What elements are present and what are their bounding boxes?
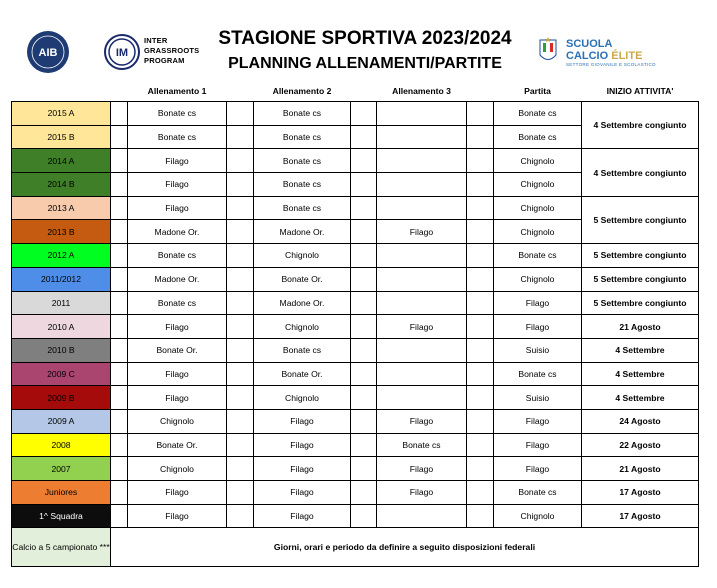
allenamento-3-cell: Filago (377, 457, 467, 481)
spacer-cell (351, 149, 377, 173)
spacer-cell (351, 409, 377, 433)
partita-cell: Chignolo (494, 220, 582, 244)
spacer-cell (111, 173, 128, 197)
table-row (12, 433, 699, 457)
spacer-cell (351, 291, 377, 315)
partita-cell: Suisio (494, 338, 582, 362)
allenamento-1-cell: Filago (128, 315, 227, 339)
partita-cell: Filago (494, 409, 582, 433)
inter-program-label (144, 36, 199, 66)
partita-cell: Bonate cs (494, 481, 582, 505)
allenamento-2-cell: Filago (254, 457, 351, 481)
spacer-cell (351, 173, 377, 197)
schedule-table (11, 80, 699, 567)
spacer-cell (467, 457, 494, 481)
team-cell: 2009 C (12, 362, 111, 386)
spacer-cell (111, 504, 128, 528)
allenamento-2-cell: Bonate cs (254, 149, 351, 173)
allenamento-2-cell: Bonate Or. (254, 362, 351, 386)
header-team (12, 80, 111, 102)
spacer-cell (467, 220, 494, 244)
spacer-cell (467, 315, 494, 339)
header-allenamento-3: Allenamento 3 (392, 85, 451, 96)
spacer-cell (227, 220, 254, 244)
spacer-cell (467, 291, 494, 315)
team-cell: 2007 (12, 457, 111, 481)
spacer-cell (227, 481, 254, 505)
allenamento-2-cell: Bonate cs (254, 196, 351, 220)
partita-cell: Chignolo (494, 149, 582, 173)
spacer-cell (351, 457, 377, 481)
team-cell: 2015 B (12, 125, 111, 149)
allenamento-1-cell: Filago (128, 386, 227, 410)
inizio-attivita-cell: 4 Settembre (582, 338, 699, 362)
spacer-cell (111, 457, 128, 481)
spacer-cell (111, 102, 128, 126)
inizio-attivita-cell: 5 Settembre congiunto (582, 291, 699, 315)
allenamento-2-cell: Filago (254, 409, 351, 433)
spacer-cell (351, 102, 377, 126)
table-row (12, 196, 699, 220)
spacer-cell (111, 125, 128, 149)
allenamento-2-cell: Bonate cs (254, 338, 351, 362)
spacer-cell (351, 338, 377, 362)
team-cell: Juniores (12, 481, 111, 505)
inizio-attivita-cell: 4 Settembre congiunto (582, 102, 699, 149)
allenamento-3-cell (377, 125, 467, 149)
spacer-cell (351, 244, 377, 268)
allenamento-3-cell (377, 291, 467, 315)
spacer-cell (351, 504, 377, 528)
allenamento-2-cell: Bonate cs (254, 102, 351, 126)
partita-cell: Chignolo (494, 196, 582, 220)
inter-logo-icon (104, 34, 140, 70)
inizio-attivita-cell: 5 Settembre congiunto (582, 244, 699, 268)
table-row (12, 409, 699, 433)
allenamento-2-cell: Bonate cs (254, 173, 351, 197)
allenamento-2-cell: Madone Or. (254, 220, 351, 244)
header-row (12, 80, 699, 102)
spacer-cell (467, 196, 494, 220)
inizio-attivita-cell: 24 Agosto (582, 409, 699, 433)
spacer-cell (351, 386, 377, 410)
spacer-cell (111, 433, 128, 457)
allenamento-2-cell: Filago (254, 504, 351, 528)
figc-shield-icon (539, 37, 557, 65)
table-row (12, 504, 699, 528)
allenamento-1-cell: Filago (128, 149, 227, 173)
table-row (12, 338, 699, 362)
allenamento-3-cell: Filago (377, 315, 467, 339)
team-cell: 1^ Squadra (12, 504, 111, 528)
table-row (12, 481, 699, 505)
spacer-cell (227, 267, 254, 291)
allenamento-2-cell: Bonate cs (254, 125, 351, 149)
scuola-line-2: CALCIO (566, 50, 609, 62)
inter-line-2: GRASSROOTS (144, 46, 200, 55)
allenamento-1-cell: Chignolo (128, 409, 227, 433)
allenamento-1-cell: Bonate Or. (128, 338, 227, 362)
table-row (12, 291, 699, 315)
spacer-cell (227, 291, 254, 315)
inizio-attivita-cell: 5 Settembre congiunto (582, 267, 699, 291)
inizio-attivita-cell: 4 Settembre (582, 386, 699, 410)
academy-logo-icon (26, 30, 70, 74)
spacer-cell (227, 244, 254, 268)
inizio-attivita-cell: 17 Agosto (582, 481, 699, 505)
spacer-cell (227, 149, 254, 173)
team-cell: 2008 (12, 433, 111, 457)
allenamento-2-cell: Filago (254, 481, 351, 505)
spacer-cell (227, 173, 254, 197)
page-title: STAGIONE SPORTIVA 2023/2024 (218, 28, 512, 49)
scuola-small-text: SETTORE GIOVANILE E SCOLASTICO (566, 62, 656, 67)
team-cell: 2010 B (12, 338, 111, 362)
allenamento-1-cell: Filago (128, 196, 227, 220)
allenamento-2-cell: Filago (254, 433, 351, 457)
calcio-a-5-cell: Calcio a 5 campionato *** (12, 528, 111, 567)
allenamento-1-cell: Bonate Or. (128, 433, 227, 457)
spacer-cell (351, 220, 377, 244)
allenamento-3-cell (377, 102, 467, 126)
page-subtitle: PLANNING ALLENAMENTI/PARTITE (228, 55, 502, 72)
header-partita: Partita (524, 85, 551, 96)
spacer-cell (227, 125, 254, 149)
spacer-cell (111, 338, 128, 362)
svg-text:IM: IM (115, 47, 129, 59)
team-cell: 2014 B (12, 173, 111, 197)
inter-line-3: PROGRAM (144, 56, 185, 65)
team-cell: 2009 B (12, 386, 111, 410)
allenamento-1-cell: Filago (128, 173, 227, 197)
svg-text:AIB: AIB (38, 47, 58, 59)
allenamento-3-cell (377, 244, 467, 268)
spacer-cell (111, 196, 128, 220)
spacer-cell (351, 362, 377, 386)
spacer-cell (111, 362, 128, 386)
team-cell: 2014 A (12, 149, 111, 173)
spacer-cell (227, 338, 254, 362)
allenamento-2-cell: Madone Or. (254, 291, 351, 315)
spacer-cell (227, 409, 254, 433)
allenamento-3-cell: Filago (377, 220, 467, 244)
inizio-attivita-cell: 4 Settembre (582, 362, 699, 386)
spacer-cell (467, 244, 494, 268)
header (0, 0, 717, 88)
spacer-cell (467, 267, 494, 291)
table-row (12, 362, 699, 386)
table-row (12, 386, 699, 410)
allenamento-3-cell (377, 149, 467, 173)
footer-row (12, 528, 699, 567)
spacer-cell (227, 102, 254, 126)
footer-note-cell: Giorni, orari e periodo da definire a seguito disposizioni federali (111, 528, 699, 567)
spacer-cell (467, 173, 494, 197)
spacer-cell (111, 244, 128, 268)
spacer-cell (111, 386, 128, 410)
spacer-cell (111, 220, 128, 244)
spacer-cell (467, 149, 494, 173)
header-allenamento-1: Allenamento 1 (147, 85, 207, 96)
inizio-attivita-cell: 5 Settembre congiunto (582, 196, 699, 243)
spacer-cell (111, 291, 128, 315)
allenamento-2-cell: Chignolo (254, 244, 351, 268)
spacer-cell (111, 315, 128, 339)
team-cell: 2011/2012 (12, 267, 111, 291)
table-row (12, 267, 699, 291)
spacer-cell (467, 125, 494, 149)
spacer-cell (467, 433, 494, 457)
spacer-cell (467, 409, 494, 433)
allenamento-1-cell: Bonate cs (128, 244, 227, 268)
allenamento-3-cell: Filago (377, 481, 467, 505)
spacer-cell (351, 267, 377, 291)
spacer-cell (227, 362, 254, 386)
spacer-cell (111, 481, 128, 505)
allenamento-1-cell: Chignolo (128, 457, 227, 481)
partita-cell: Suisio (494, 386, 582, 410)
allenamento-3-cell (377, 504, 467, 528)
inizio-attivita-cell: 21 Agosto (582, 315, 699, 339)
spacer-cell (467, 386, 494, 410)
table-row (12, 149, 699, 173)
spacer-cell (227, 315, 254, 339)
team-cell: 2013 A (12, 196, 111, 220)
allenamento-1-cell: Filago (128, 362, 227, 386)
spacer-cell (111, 149, 128, 173)
allenamento-3-cell (377, 386, 467, 410)
team-cell: 2010 A (12, 315, 111, 339)
spacer-cell (111, 267, 128, 291)
partita-cell: Bonate cs (494, 244, 582, 268)
team-cell: 2012 A (12, 244, 111, 268)
allenamento-1-cell: Filago (128, 481, 227, 505)
inizio-attivita-cell: 17 Agosto (582, 504, 699, 528)
spacer-cell (351, 196, 377, 220)
partita-cell: Filago (494, 433, 582, 457)
allenamento-3-cell: Filago (377, 409, 467, 433)
allenamento-1-cell: Madone Or. (128, 267, 227, 291)
allenamento-1-cell: Bonate cs (128, 125, 227, 149)
partita-cell: Chignolo (494, 173, 582, 197)
table-row (12, 102, 699, 126)
allenamento-3-cell (377, 362, 467, 386)
team-cell: 2015 A (12, 102, 111, 126)
partita-cell: Chignolo (494, 504, 582, 528)
partita-cell: Filago (494, 457, 582, 481)
allenamento-1-cell: Filago (128, 504, 227, 528)
team-cell: 2011 (12, 291, 111, 315)
spacer-cell (111, 409, 128, 433)
allenamento-3-cell (377, 173, 467, 197)
spacer-cell (467, 102, 494, 126)
header-allenamento-2: Allenamento 2 (272, 85, 332, 96)
allenamento-1-cell: Madone Or. (128, 220, 227, 244)
allenamento-3-cell (377, 338, 467, 362)
inizio-attivita-cell: 22 Agosto (582, 433, 699, 457)
scuola-elite: ÉLITE (611, 50, 643, 62)
spacer-cell (351, 125, 377, 149)
partita-cell: Chignolo (494, 267, 582, 291)
spacer-cell (467, 362, 494, 386)
partita-cell: Bonate cs (494, 362, 582, 386)
spacer-cell (227, 433, 254, 457)
spacer-cell (467, 504, 494, 528)
scuola-calcio-logo (566, 38, 656, 68)
partita-cell: Bonate cs (494, 125, 582, 149)
table-row (12, 457, 699, 481)
allenamento-1-cell: Bonate cs (128, 102, 227, 126)
spacer-cell (351, 315, 377, 339)
inter-line-1: INTER (144, 36, 168, 45)
spacer-cell (351, 481, 377, 505)
spacer-cell (227, 386, 254, 410)
allenamento-2-cell: Chignolo (254, 315, 351, 339)
allenamento-3-cell: Bonate cs (377, 433, 467, 457)
allenamento-3-cell (377, 267, 467, 291)
table-row (12, 244, 699, 268)
spacer-cell (467, 338, 494, 362)
spacer-cell (227, 196, 254, 220)
spacer-cell (227, 504, 254, 528)
team-cell: 2013 B (12, 220, 111, 244)
allenamento-1-cell: Bonate cs (128, 291, 227, 315)
team-cell: 2009 A (12, 409, 111, 433)
allenamento-2-cell: Bonate Or. (254, 267, 351, 291)
scuola-line-1: SCUOLA (566, 38, 613, 50)
partita-cell: Filago (494, 315, 582, 339)
partita-cell: Filago (494, 291, 582, 315)
header-inizio-attivita: INIZIO ATTIVITA' (606, 85, 674, 96)
table-row (12, 315, 699, 339)
partita-cell: Bonate cs (494, 102, 582, 126)
allenamento-2-cell: Chignolo (254, 386, 351, 410)
inizio-attivita-cell: 21 Agosto (582, 457, 699, 481)
inizio-attivita-cell: 4 Settembre congiunto (582, 149, 699, 196)
spacer-cell (467, 481, 494, 505)
spacer-cell (227, 457, 254, 481)
allenamento-3-cell (377, 196, 467, 220)
spacer-cell (351, 433, 377, 457)
